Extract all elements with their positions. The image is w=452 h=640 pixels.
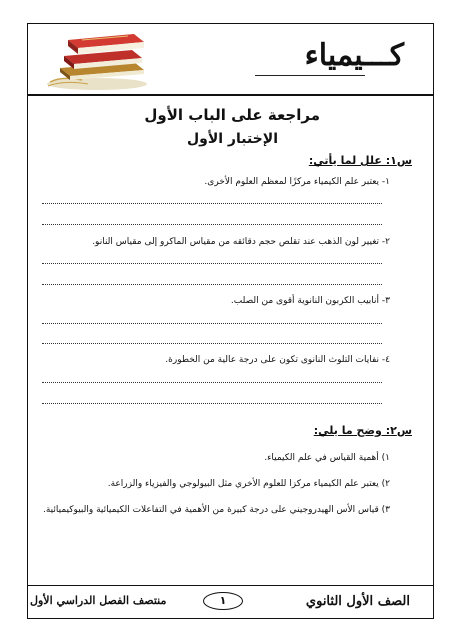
question2-item-2: ٢) يعتبر علم الكيمياء مركزا للعلوم الأخري مثل البيولوجي والفيزياء والزراعة. bbox=[107, 479, 390, 489]
header-divider bbox=[27, 94, 434, 96]
question1-item-2: ٢- تغيير لون الذهب عند تقلص حجم دقائقه من مقياس الماكرو إلى مقياس النانو. bbox=[92, 237, 390, 247]
question2-heading: س٢: وضح ما يلي: bbox=[313, 424, 412, 437]
footer-grade: الصف الأول الثانوي bbox=[305, 594, 410, 609]
question1-item-4: ٤- نفايات التلوث النانوى تكون على درجة عالية من الخطورة. bbox=[165, 355, 390, 365]
answer-line bbox=[42, 382, 382, 383]
answer-line bbox=[42, 323, 382, 324]
question1-item-3: ٣- أنابيب الكربون النانوية أقوى من الصلب. bbox=[230, 296, 390, 306]
answer-line bbox=[42, 343, 382, 344]
page-number: ١ bbox=[203, 592, 243, 610]
answer-line bbox=[42, 403, 382, 404]
answer-line bbox=[42, 263, 382, 264]
review-title: مراجعة على الباب الأول bbox=[144, 106, 320, 124]
answer-line bbox=[42, 284, 382, 285]
answer-line bbox=[42, 203, 382, 204]
question2-item-1: ١) أهمية القياس في علم الكيمياء. bbox=[264, 453, 390, 463]
subject-title: كـــيمياء bbox=[304, 38, 404, 73]
answer-line bbox=[42, 224, 382, 225]
subject-title-underline bbox=[255, 75, 365, 76]
question1-item-1: ١- يعتبر علم الكيمياء مركزًا لمعظم العلوم الأخرى. bbox=[204, 177, 390, 187]
books-stack-icon bbox=[42, 26, 152, 92]
exam-title: الإختبار الأول bbox=[186, 131, 278, 147]
footer-divider bbox=[27, 585, 434, 586]
question2-item-3: ٣) قياس الأس الهيدروجيني على درجة كبيرة من الأهمية في التفاعلات الكيميائية والبيوكيميائية. bbox=[42, 505, 390, 515]
question1-heading: س١: علل لما يأتي: bbox=[308, 154, 412, 167]
footer-term: منتصف الفصل الدراسي الأول bbox=[30, 594, 167, 607]
